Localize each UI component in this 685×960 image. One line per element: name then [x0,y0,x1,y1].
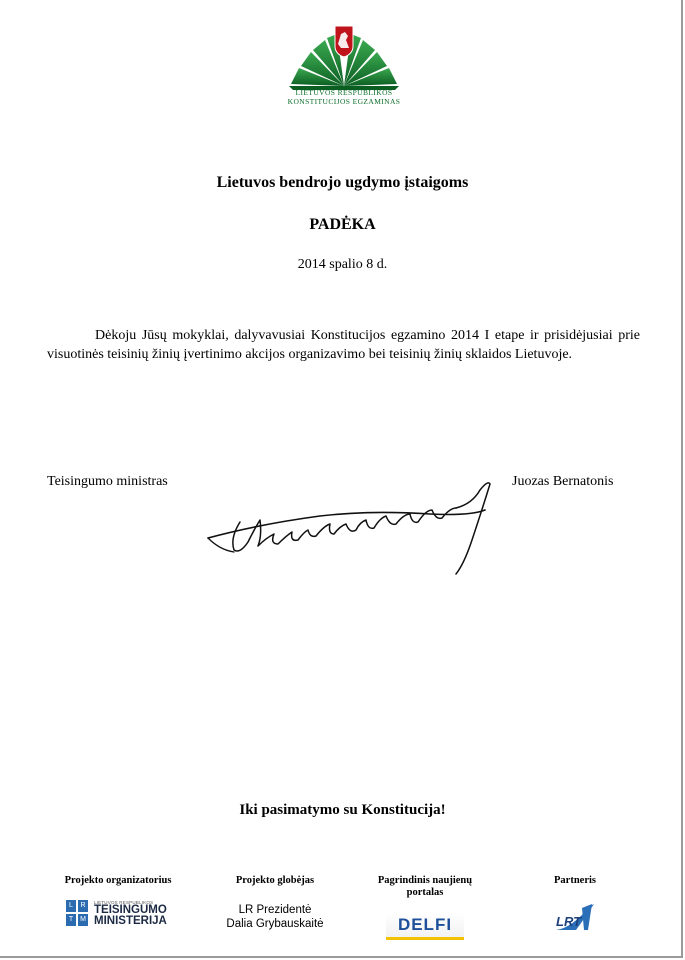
ministry-logo-mark [66,900,88,926]
signatory-name: Juozas Bernatonis [512,474,614,489]
document-date: 2014 spalio 8 d. [297,257,388,272]
ministry-logo-small-text: LIETUVOS RESPUBLIKOS [94,900,154,905]
partner-label: Partneris [554,875,596,886]
ministry-logo-letter: T [66,914,76,926]
patron-line2: Dalia Grybauskaitė [226,918,324,930]
signatory-position: Teisingumo ministras [47,474,168,489]
document-title: PADĖKA [309,216,376,233]
organizer-label: Projekto organizatorius [64,875,172,886]
portal-label-line2: portalas [406,887,444,898]
recipient-heading: Lietuvos bendrojo ugdymo įstaigoms [216,174,469,191]
patron-line1: LR Prezidentė [238,904,312,916]
handwritten-signature [200,480,500,600]
ministry-logo-letter: R [78,900,88,912]
ministry-logo-letter: M [78,914,88,926]
lrt-logo [552,900,596,934]
ministry-logo-name-line2: MINISTERIJA [94,915,167,927]
logo-text-line1: LIETUVOS RESPUBLIKOS [295,88,393,97]
ministry-logo-letter: L [66,900,76,912]
ministry-logo-name-line1: TEISINGUMO [94,904,167,916]
portal-label-line1: Pagrindinis naujienų [377,875,473,886]
logo-text-line2: KONSTITUCIJOS EGZAMINAS [287,97,401,106]
patron-name [210,903,340,931]
delfi-logo: DELFI [386,913,464,940]
patron-label: Projekto globėjas [235,875,315,886]
closing-line: Iki pasimatymo su Konstitucija! [239,802,446,818]
lrt-logo-text: LRT [556,914,582,929]
body-paragraph: Dėkoju Jūsų mokyklai, dalyvavusiai Konstitucijos egzamino 2014 I etape ir prisidėjusiai prie visuotinės teisinių žinių įvertinimo akcijos organizavimo bei teisinių žinių sklaidos Lietuvoje. [47,328,640,362]
